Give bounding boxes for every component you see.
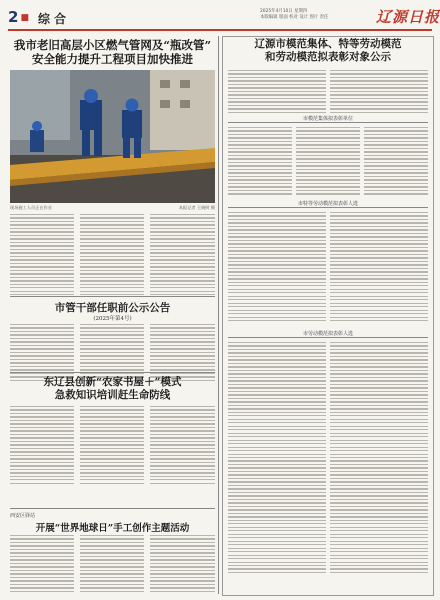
header-rule bbox=[8, 29, 432, 31]
district-body-col1 bbox=[10, 535, 74, 594]
county-headline bbox=[10, 376, 215, 402]
photo-caption bbox=[10, 205, 215, 211]
page-number-value: 2 bbox=[8, 8, 19, 26]
page-number bbox=[8, 8, 31, 26]
lead-body-col1 bbox=[10, 214, 74, 298]
section-bar-rule-1 bbox=[228, 122, 428, 123]
section-bar-rule-2 bbox=[228, 207, 428, 208]
right-headline-line1: 辽源市模范集体、特等劳动模范 bbox=[254, 38, 402, 50]
dateline bbox=[260, 9, 370, 21]
models-list-col2 bbox=[330, 342, 428, 575]
right-headline-line2: 和劳动模范拟表彰对象公示 bbox=[265, 51, 391, 63]
lead-photo bbox=[10, 70, 215, 203]
county-headline-line1: 东辽县创新“农家书屋＋”模式 bbox=[43, 376, 182, 388]
district-body-col3 bbox=[150, 535, 215, 594]
right-headline bbox=[222, 38, 434, 64]
right-intro-col1 bbox=[228, 70, 326, 115]
collectives-list-col2 bbox=[296, 127, 360, 197]
divider-3 bbox=[10, 508, 215, 509]
county-headline-line2: 急救知识培训赶生命防线 bbox=[54, 389, 171, 401]
district-headline: 开展“世界地球日”手工创作主题活动 bbox=[35, 523, 190, 534]
notice-subheadline: (2025年第4号) bbox=[93, 316, 132, 322]
dateline-date: 2025年4月10日 星期四 bbox=[260, 9, 308, 14]
notice-body-col2 bbox=[80, 324, 144, 383]
county-body-col2 bbox=[80, 406, 144, 486]
section-bar-rule-3 bbox=[228, 337, 428, 338]
divider-2 bbox=[10, 372, 215, 373]
divider-1 bbox=[10, 296, 215, 297]
special-models-col2 bbox=[330, 212, 428, 324]
county-body-col3 bbox=[150, 406, 215, 486]
collectives-list-col1 bbox=[228, 127, 292, 197]
section-bar-models: 市劳动模范拟表彰人选 bbox=[302, 331, 353, 337]
page-marker-icon: ■ bbox=[20, 12, 29, 23]
column-divider bbox=[218, 36, 219, 594]
section-bar-special-models: 市特等劳动模范拟表彰人选 bbox=[297, 201, 358, 207]
lead-headline-line1: 我市老旧高层小区燃气管网及“瓶改管” bbox=[13, 38, 212, 52]
notice-body-col3 bbox=[150, 324, 215, 383]
photo-caption-text: 现场施工人员正在作业 bbox=[10, 205, 52, 210]
right-intro-col2 bbox=[330, 70, 428, 115]
district-kicker: 西安区驿站 bbox=[10, 513, 36, 519]
section-title: 综合 bbox=[38, 12, 71, 26]
notice-body-col1 bbox=[10, 324, 74, 383]
district-body-col2 bbox=[80, 535, 144, 594]
special-models-col1 bbox=[228, 212, 326, 324]
lead-headline bbox=[10, 38, 215, 66]
newspaper-logo: 辽源日报 bbox=[376, 8, 440, 26]
county-body-col1 bbox=[10, 406, 74, 486]
collectives-list-col3 bbox=[364, 127, 428, 197]
lead-headline-line2: 安全能力提升工程项目加快推进 bbox=[32, 52, 193, 66]
construction-photo-image bbox=[10, 70, 215, 203]
dateline-staff: 本版编辑 版面 校对 设计 图片 责任 bbox=[260, 15, 329, 20]
models-list-col1 bbox=[228, 342, 326, 575]
notice-headline: 市管干部任职前公示公告 bbox=[54, 302, 171, 314]
lead-body-col3 bbox=[150, 214, 215, 298]
section-bar-collectives: 市模范集体拟表彰单位 bbox=[302, 116, 353, 122]
lead-body-col2 bbox=[80, 214, 144, 298]
photo-credit: 本报记者 王晓明 摄 bbox=[178, 205, 215, 210]
